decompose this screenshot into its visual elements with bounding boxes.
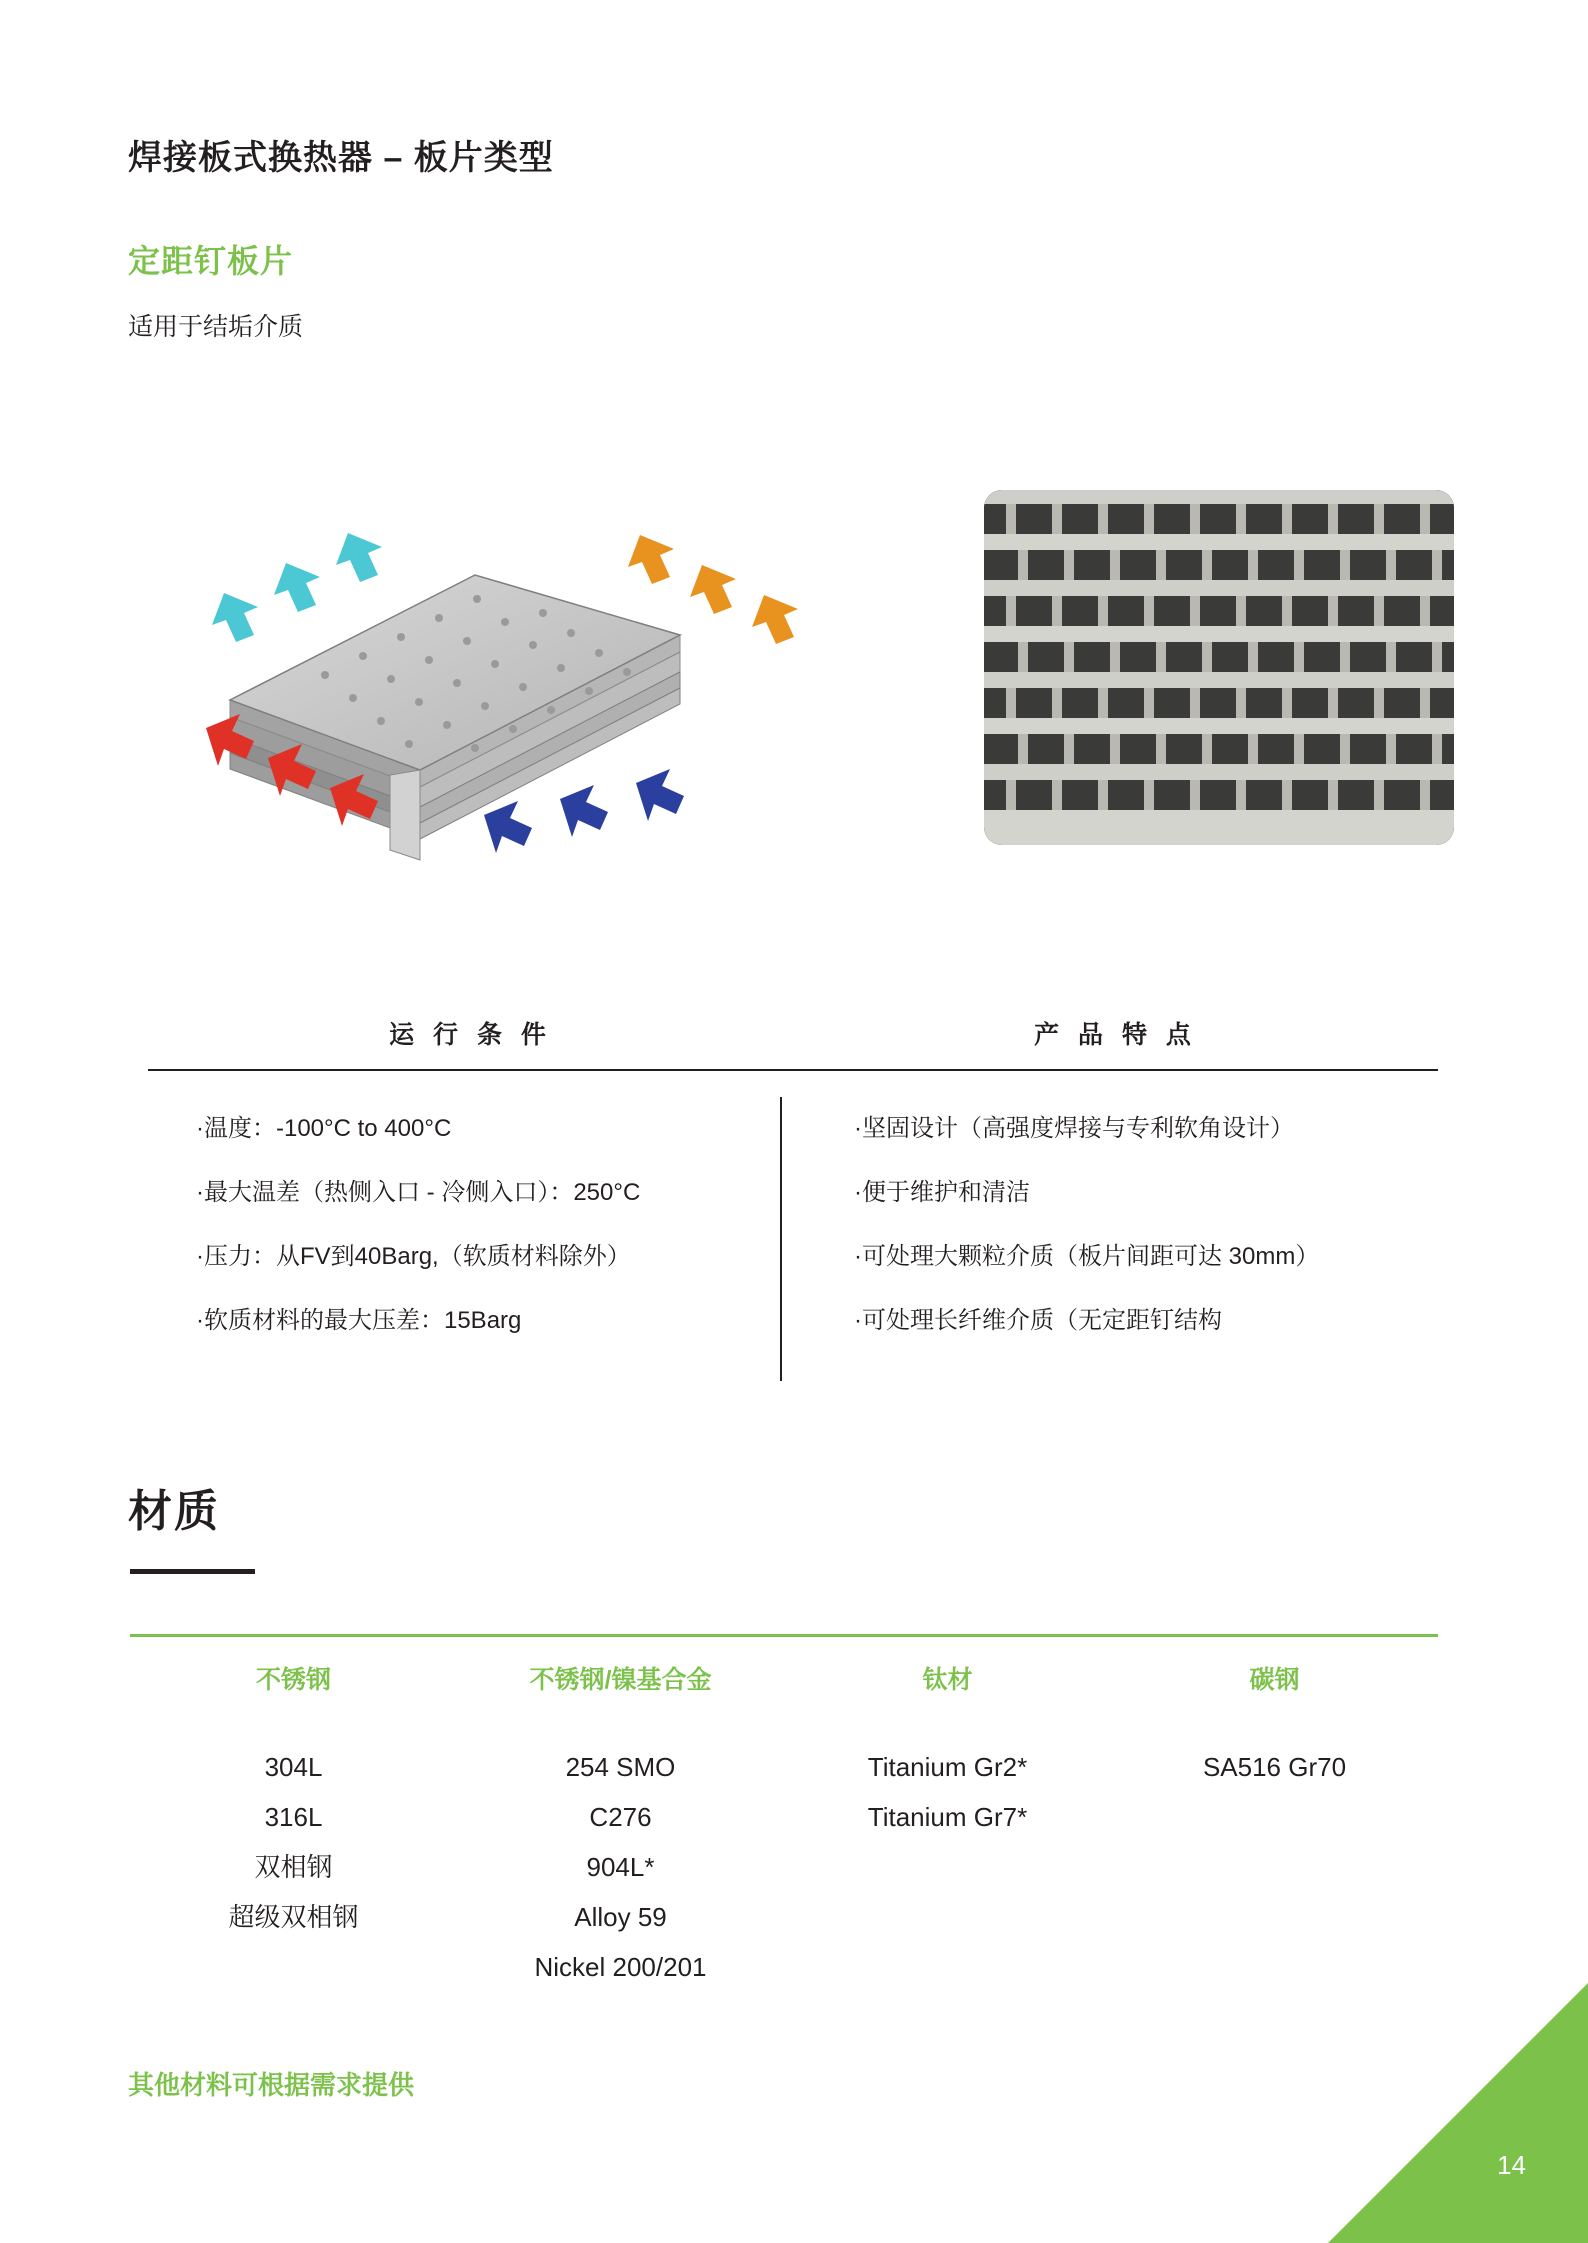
section-subtitle: 定距钉板片	[128, 243, 294, 279]
list-item: 254 SMO	[565, 1752, 676, 1782]
materials-top-rule	[130, 1634, 1438, 1637]
plate-pack-closeup-photo	[984, 490, 1454, 845]
page-number: 14	[1497, 2150, 1526, 2180]
list-item: C276	[589, 1802, 652, 1832]
materials-grid	[130, 1660, 1438, 1992]
list-item: Nickel 200/201	[534, 1952, 707, 1982]
materials-column-heading: 碳钢	[1249, 1666, 1300, 1694]
list-item: SA516 Gr70	[1202, 1752, 1347, 1782]
plate-heat-exchanger-flow-diagram	[120, 485, 910, 865]
corner-decoration	[1328, 1983, 1588, 2243]
list-item: ·压力：从FV到40Barg,（软质材料除外）	[196, 1243, 631, 1270]
list-item: ·最大温差（热侧入口 - 冷侧入口）：250°C	[196, 1179, 641, 1206]
materials-column-heading: 钛材	[922, 1666, 973, 1694]
specifications-table	[148, 1015, 1438, 1381]
list-item: Alloy 59	[574, 1902, 667, 1932]
spec-header-product-features: 产 品 特 点	[1034, 1021, 1197, 1049]
list-item: ·可处理大颗粒介质（板片间距可达 30mm）	[854, 1243, 1320, 1270]
spec-column-operating-conditions	[148, 1097, 780, 1381]
section-subnote: 适用于结垢介质	[128, 313, 304, 341]
list-item: ·便于维护和清洁	[854, 1179, 1030, 1206]
list-item: Titanium Gr7*	[867, 1802, 1028, 1832]
materials-title: 材质	[128, 1487, 220, 1536]
materials-column-titanium	[784, 1660, 1111, 1992]
materials-column-heading: 不锈钢/镍基合金	[529, 1666, 712, 1694]
list-item: ·坚固设计（高强度焊接与专利软角设计）	[854, 1115, 1294, 1142]
materials-title-underline	[130, 1569, 255, 1574]
spec-header-row	[148, 1015, 1438, 1071]
list-item: 316L	[264, 1802, 323, 1832]
list-item: 304L	[264, 1752, 323, 1782]
list-item: ·温度：-100°C to 400°C	[196, 1115, 452, 1142]
page-title: 焊接板式换热器 – 板片类型	[128, 139, 554, 177]
materials-column-heading: 不锈钢	[255, 1666, 331, 1694]
list-item: Titanium Gr2*	[867, 1752, 1028, 1782]
list-item: 904L*	[586, 1852, 655, 1882]
materials-column-carbon-steel	[1111, 1660, 1438, 1992]
materials-column-nickel-alloy	[457, 1660, 784, 1992]
spec-column-product-features	[780, 1097, 1438, 1381]
spec-body	[148, 1097, 1438, 1381]
list-item: ·可处理长纤维介质（无定距钉结构	[854, 1307, 1222, 1334]
materials-footer-note: 其他材料可根据需求提供	[128, 2070, 415, 2100]
list-item: 双相钢	[254, 1852, 333, 1882]
list-item: ·软质材料的最大压差：15Barg	[196, 1307, 522, 1334]
materials-column-stainless-steel	[130, 1660, 457, 1992]
spec-header-operating-conditions: 运 行 条 件	[389, 1021, 552, 1049]
list-item: 超级双相钢	[228, 1902, 359, 1932]
